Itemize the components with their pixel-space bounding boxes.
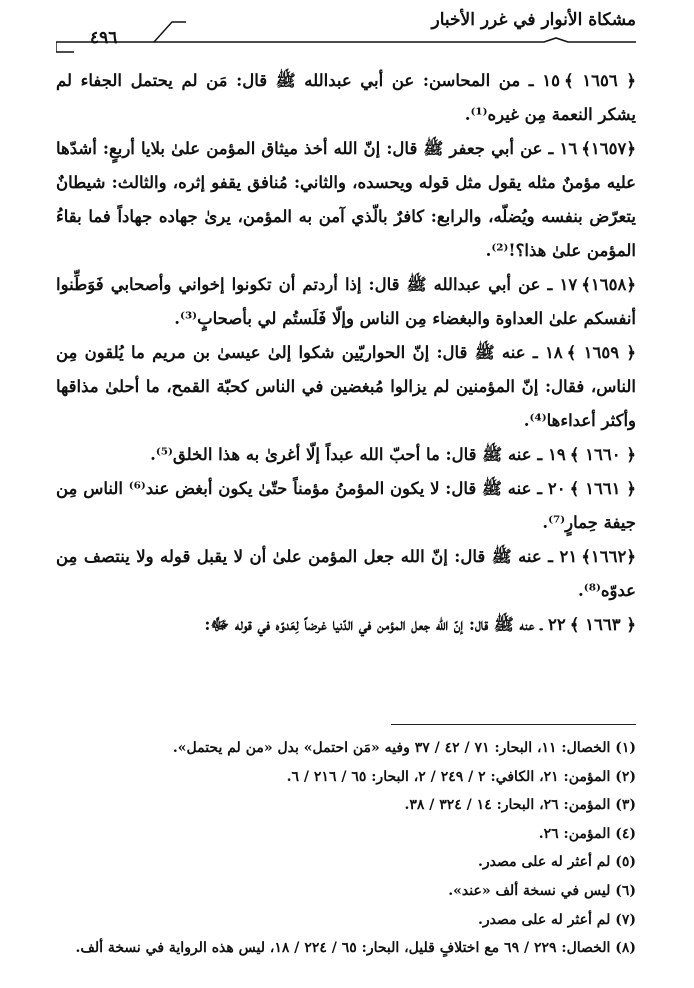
hadith-text: ٢٠ ـ عنه ﷺ قال: لا يكون المؤمنُ مؤمناً حتّىٰ يكون أبغض عند⁽⁶⁾ الناس مِن جيفة حِمارٍ⁽⁷⁾.	[56, 479, 636, 532]
hadith-paragraph	[56, 540, 636, 608]
hadith-number: ﴿ ١٦٦٣ ﴾	[569, 615, 636, 634]
page-header	[56, 8, 636, 54]
hadith-paragraph	[56, 472, 636, 540]
hadith-text: ١٦ ـ عن أبي جعفر ﷺ قال: إنّ الله أخذ ميثاق المؤمن علىٰ بلايا أربعٍ: أشدّها عليه مؤمنٌ مثله يقول مثل قوله ويحسده، والثاني: مُنافق يقفو إثره، والثالث: شيطانٌ يتعرّض بنفسه ويُضلّه، والرابع: كافرٌ بالّذي آمن به المؤمن، يرىٰ جهاده جهاداً فما بقاءُ المؤمن علىٰ هذا؟!⁽²⁾.	[56, 139, 636, 260]
hadith-text: ١٩ ـ عنه ﷺ قال: ما أحبّ الله عبداً إلّا أغرىٰ به هذا الخلق⁽⁵⁾.	[150, 445, 566, 464]
hadith-paragraph	[56, 438, 636, 472]
hadith-text: ١٧ ـ عن أبي عبدالله ﷺ قال: إذا أردتم أن تكونوا إخواني وأصحابي فَوَطِّنوا أنفسكم علىٰ العداوة والبغضاء مِن الناس وإلّا فَلَستُم لي بأصحابٍ⁽³⁾.	[56, 275, 636, 328]
main-text	[56, 64, 636, 642]
hadith-number: ﴿١٦٥٧﴾	[581, 139, 636, 158]
hadith-number: ﴿ ١٦٦٠ ﴾	[569, 445, 636, 464]
footnote: (٢) المؤمن: ٢١، الكافي: ٢ / ٢٤٩ / ٢، البحار: ٦٥ / ٢١٦ / ٦.	[286, 768, 636, 785]
footnote: (٨) الخصال: ٢٢٩ / ٦٩ مع اختلافٍ قليل، البحار: ٦٥ / ٢٢٤ / ١٨، ليس هذه الرواية في نسخة ألف.	[75, 940, 636, 957]
hadith-text: ٢٢ ـ عنه ﷺ قال: إنّ الله جعل المؤمن في الدّنيا غرضاً لِعَدوّه في قوله ﷻ:	[204, 615, 566, 634]
hadith-text: ١٨ ـ عنه ﷺ قال: إنّ الحواريّين شكوا إلىٰ عيسىٰ بن مريم ما يُلقون مِن الناس، فقال: إنّ المؤمنين لم يزالوا مُبغضين في الناس كحبّة القمح، ما أحلىٰ مذاقها وأكثر أعداءها⁽⁴⁾.	[56, 343, 636, 430]
footnote: (٦) ليس في نسخة ألف «عند».	[448, 882, 636, 899]
hadith-paragraph	[56, 268, 636, 336]
footnotes	[56, 734, 636, 963]
footnote: (٥) لم أعثر له على مصدر.	[478, 854, 636, 871]
footnote: (٧) لم أعثر له على مصدر.	[478, 911, 636, 928]
hadith-number: ﴿ ١٦٦١ ﴾	[569, 479, 636, 498]
page-number: ٤٩٦	[90, 28, 118, 48]
hadith-text: ١٥ ـ من المحاسن: عن أبي عبدالله ﷺ قال: مَن لم يحتمل الجفاء لم يشكر النعمة مِن غيره⁽¹⁾.	[56, 71, 636, 124]
hadith-number: ﴿ ١٦٥٦ ﴾	[563, 71, 636, 90]
hadith-paragraph	[56, 64, 636, 132]
hadith-paragraph	[56, 132, 636, 268]
running-title: مشكاة الأنوار في غرر الأخبار	[431, 10, 636, 30]
footnote: (١) الخصال: ١١، البحار: ٧١ / ٤٢ / ٣٧ وفيه «مَن احتمل» بدل «من لم يحتمل».	[172, 740, 636, 756]
hadith-number: ﴿١٦٥٨﴾	[581, 275, 636, 294]
hadith-paragraph	[56, 608, 636, 642]
hadith-number: ﴿١٦٦٢﴾	[581, 547, 636, 566]
hadith-number: ﴿ ١٦٥٩ ﴾	[566, 343, 636, 362]
footnote: (٤) المؤمن: ٢٦.	[538, 825, 636, 842]
hadith-paragraph	[56, 336, 636, 438]
hadith-text: ٢١ ـ عنه ﷺ قال: إنّ الله جعل المؤمن علىٰ أن لا يقبل قوله ولا ينتصف مِن عدوّه⁽⁸⁾.	[56, 547, 636, 600]
footnote: (٣) المؤمن: ٢٦، البحار: ١٤ / ٣٢٤ / ٣٨.	[404, 797, 636, 814]
footnote-separator	[391, 724, 636, 725]
